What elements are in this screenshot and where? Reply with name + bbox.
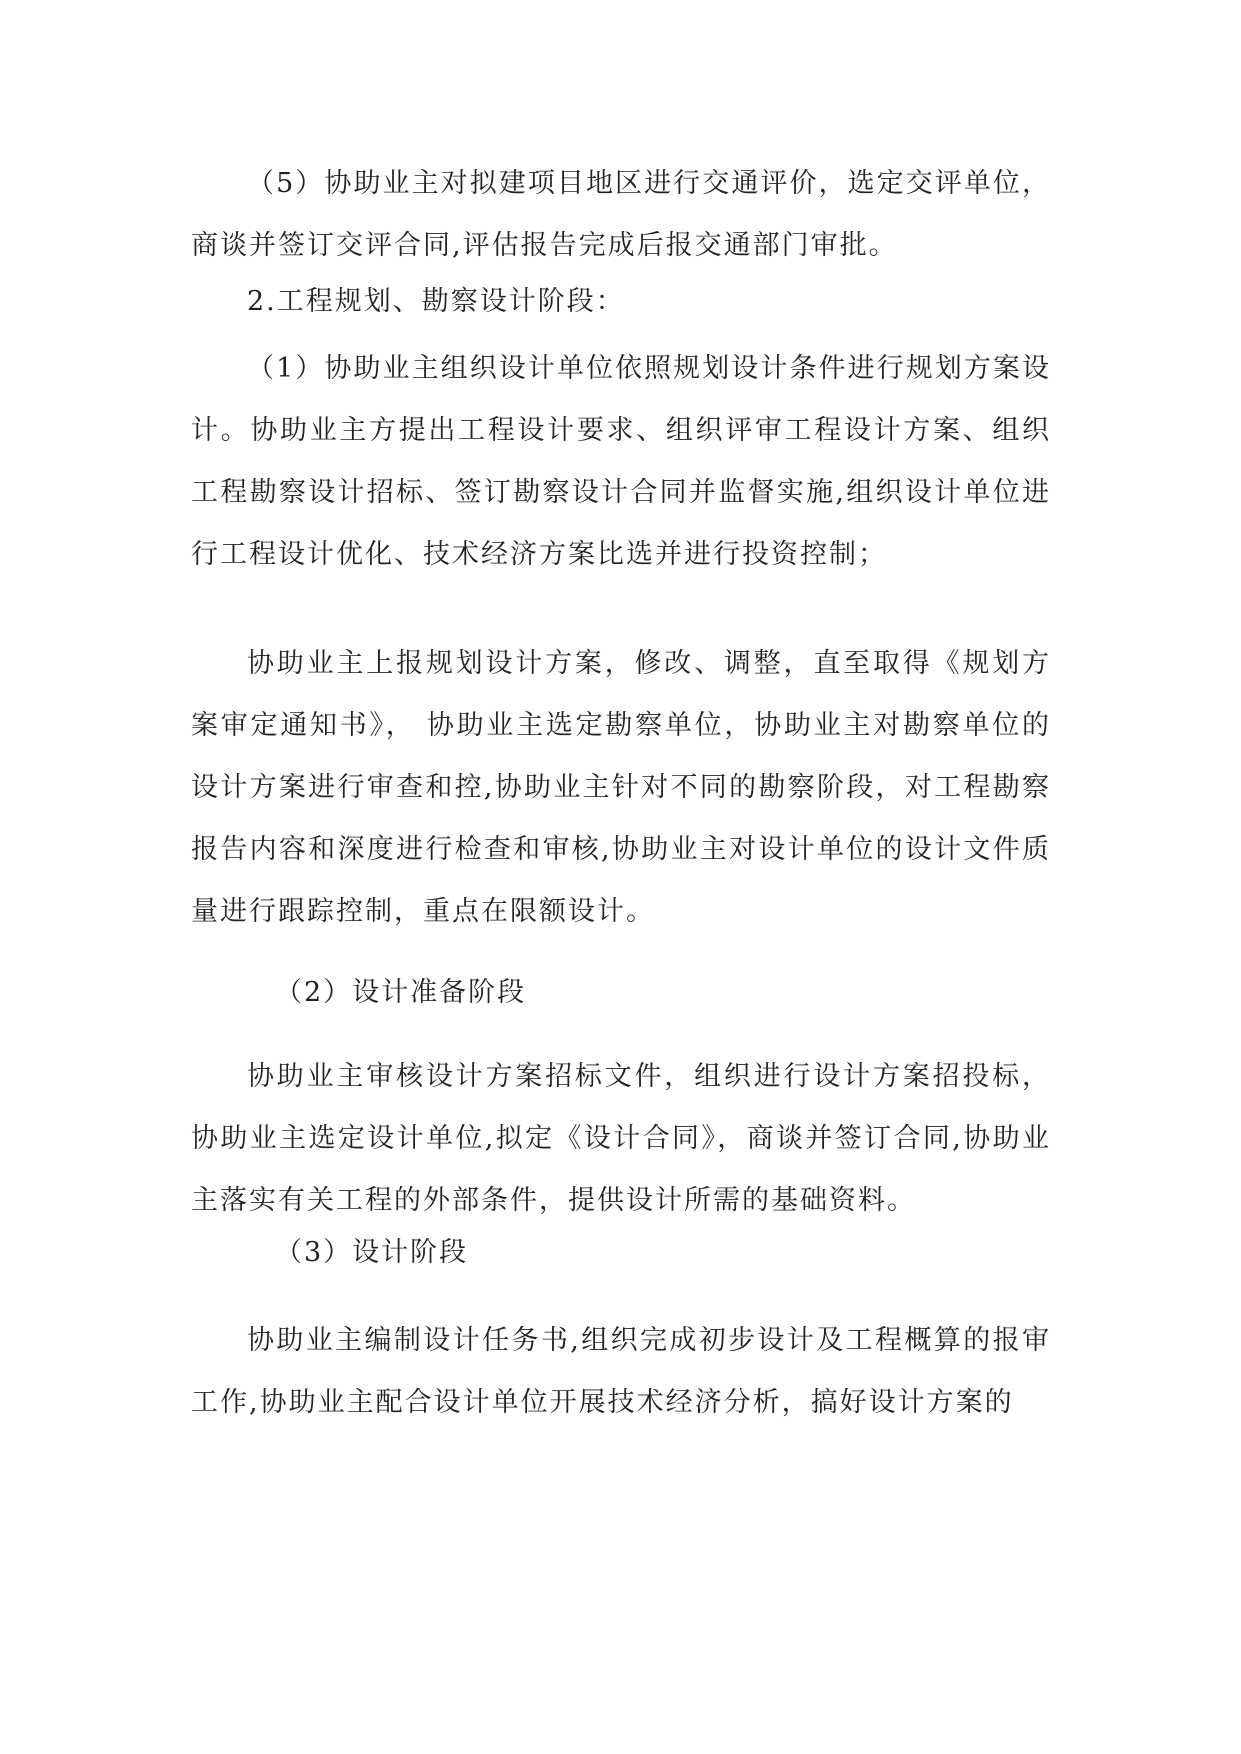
section-heading-planning-stage: 2.工程规划、勘察设计阶段：: [247, 286, 625, 317]
paragraph-scheme-approval-survey: 协助业主上报规划设计方案，修改、调整，直至取得《规划方案审定通知书》， 协助业主选定勘察单位，协助业主对勘察单位的设计方案进行审查和控,协助业主针对不同的勘察阶段，对工程勘察报告内容和深度进行检查和审核,协助业主对设计单位的设计文件质量进行跟踪控制，重点在限额设计。: [191, 648, 1051, 927]
paragraph-traffic-evaluation: （5）协助业主对拟建项目地区进行交通评价，选定交评单位，商谈并签订交评合同,评估报告完成后报交通部门审批。: [191, 168, 1051, 261]
paragraph-design-task: 协助业主编制设计任务书,组织完成初步设计及工程概算的报审工作,协助业主配合设计单位开展技术经济分析，搞好设计方案的: [191, 1325, 1051, 1418]
subheading-design-preparation: （2）设计准备阶段: [275, 977, 527, 1008]
paragraph-planning-scheme-design: （1）协助业主组织设计单位依照规划设计条件进行规划方案设计。协助业主方提出工程设计要求、组织评审工程设计方案、组织工程勘察设计招标、签订勘察设计合同并监督实施,组织设计单位进行工程设计优化、技术经济方案比选并进行投资控制；: [191, 353, 1051, 570]
paragraph-design-bidding: 协助业主审核设计方案招标文件，组织进行设计方案招投标，协助业主选定设计单位,拟定《设计合同》，商谈并签订合同,协助业主落实有关工程的外部条件，提供设计所需的基础资料。: [191, 1061, 1051, 1216]
subheading-design-stage: （3）设计阶段: [275, 1237, 469, 1268]
